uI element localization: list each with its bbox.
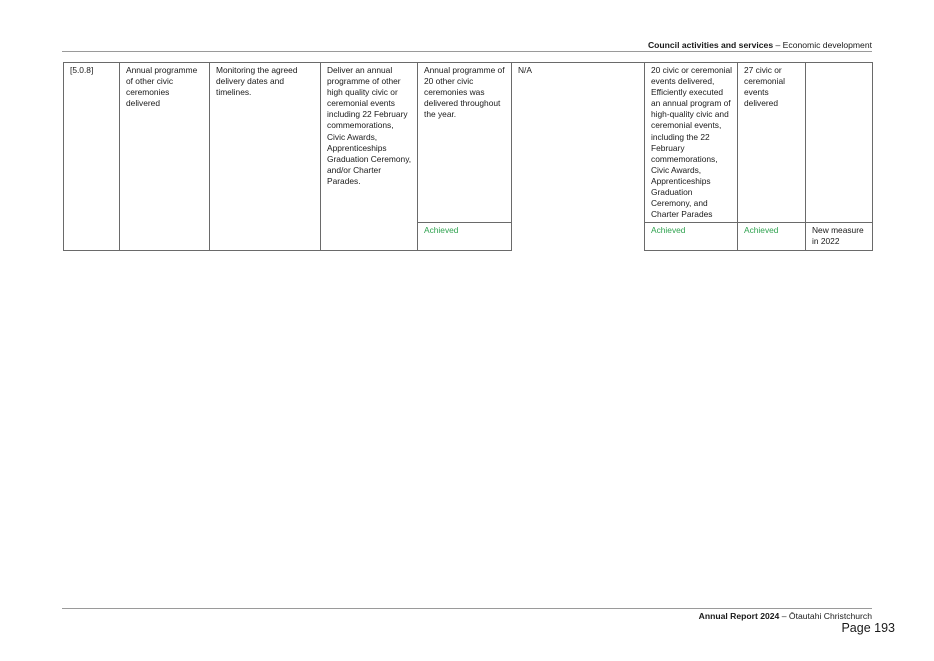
header-rule (62, 51, 872, 52)
result-2021-status: New measure in 2022 (806, 223, 873, 250)
commentary-cell: N/A (512, 63, 645, 251)
performance-measures-table (63, 62, 873, 251)
header-separator: – (773, 40, 783, 50)
footer-separator: – (779, 611, 789, 621)
result-2021-cell (806, 63, 873, 223)
footer-city: Ōtautahi Christchurch (788, 611, 872, 621)
result-2023-status: Achieved (645, 223, 738, 250)
header-section-title: Council activities and services (647, 40, 774, 50)
running-header (648, 40, 872, 50)
result-2024-cell: Annual programme of 20 other civic ceremonies was delivered throughout the year. (418, 63, 512, 223)
footer-report-title: Annual Report 2024 (698, 611, 780, 621)
empty-cell (120, 223, 210, 250)
empty-cell (210, 223, 321, 250)
result-2022-status: Achieved (738, 223, 806, 250)
header-subsection: Economic development (782, 40, 872, 50)
footer-rule (62, 608, 872, 609)
target-cell: Deliver an annual programme of other high quality civic or ceremonial events including 22 February commemorations, Civic Awards, Apprenticeships Graduation Ceremony, and/or Charter Parades. (321, 63, 418, 223)
result-2023-cell: 20 civic or ceremonial events delivered, Efficiently executed an annual program of high-quality civic and ceremonial events, including the 22 February commemorations, Civic Awards, Apprenticeships Graduation Ceremony, and Charter Parades (645, 63, 738, 223)
table-row (64, 63, 873, 223)
running-footer (699, 611, 872, 621)
table-row (64, 223, 873, 250)
method-cell: Monitoring the agreed delivery dates and timelines. (210, 63, 321, 223)
result-2022-cell: 27 civic or ceremonial events delivered (738, 63, 806, 223)
empty-cell (321, 223, 418, 250)
measure-id-cell: [5.0.8] (64, 63, 120, 223)
measure-name-cell: Annual programme of other civic ceremonies delivered (120, 63, 210, 223)
result-2024-status: Achieved (418, 223, 512, 250)
empty-cell (64, 223, 120, 250)
page-number: Page 193 (841, 621, 895, 635)
